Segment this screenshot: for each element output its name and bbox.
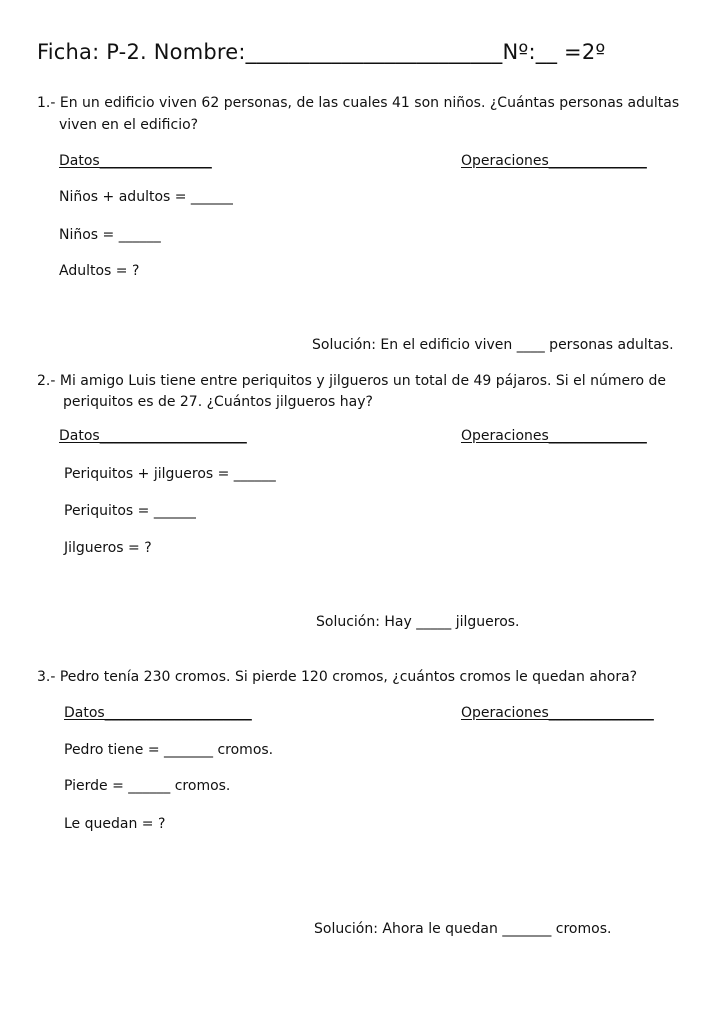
q2-solution: Solución: Hay _____ jilgueros.: [316, 614, 520, 630]
q2-data-row: Periquitos + jilgueros = ______: [64, 466, 276, 482]
q2-text-line1: 2.- Mi amigo Luis tiene entre periquitos y jilgueros un total de 49 pájaros. Si el número de: [37, 373, 667, 389]
q3-data-row: Le quedan = ?: [64, 816, 166, 832]
q3-text-line1: 3.- Pedro tenía 230 cromos. Si pierde 120 cromos, ¿cuántos cromos le quedan ahora?: [37, 669, 638, 685]
q3-datos-heading: Datos_____________________: [64, 705, 252, 721]
q2-datos-heading: Datos_____________________: [59, 428, 247, 444]
q1-data-row: Adultos = ?: [59, 263, 140, 279]
q3-data-row: Pedro tiene = _______ cromos.: [64, 742, 274, 758]
q1-operaciones-heading: Operaciones______________: [461, 153, 647, 169]
q2-data-row: Periquitos = ______: [64, 503, 196, 519]
q1-text-line1: 1.- En un edificio viven 62 personas, de las cuales 41 son niños. ¿Cuántas personas adultas: [37, 95, 680, 111]
q1-datos-heading: Datos________________: [59, 153, 212, 169]
q3-data-row: Pierde = ______ cromos.: [64, 778, 231, 794]
q3-operaciones-heading: Operaciones_______________: [461, 705, 654, 721]
q2-data-row: Jilgueros = ?: [64, 540, 152, 556]
worksheet-title: Ficha: P-2. Nombre:________________________Nº:__ =2º: [37, 40, 606, 64]
q1-solution: Solución: En el edificio viven ____ personas adultas.: [312, 337, 674, 353]
q1-data-row: Niños = ______: [59, 227, 161, 243]
q3-solution: Solución: Ahora le quedan _______ cromos.: [314, 921, 612, 937]
q2-text-line2: periquitos es de 27. ¿Cuántos jilgueros hay?: [63, 394, 373, 410]
q1-text-line2: viven en el edificio?: [59, 117, 199, 133]
q2-operaciones-heading: Operaciones______________: [461, 428, 647, 444]
q1-data-row: Niños + adultos = ______: [59, 189, 233, 205]
